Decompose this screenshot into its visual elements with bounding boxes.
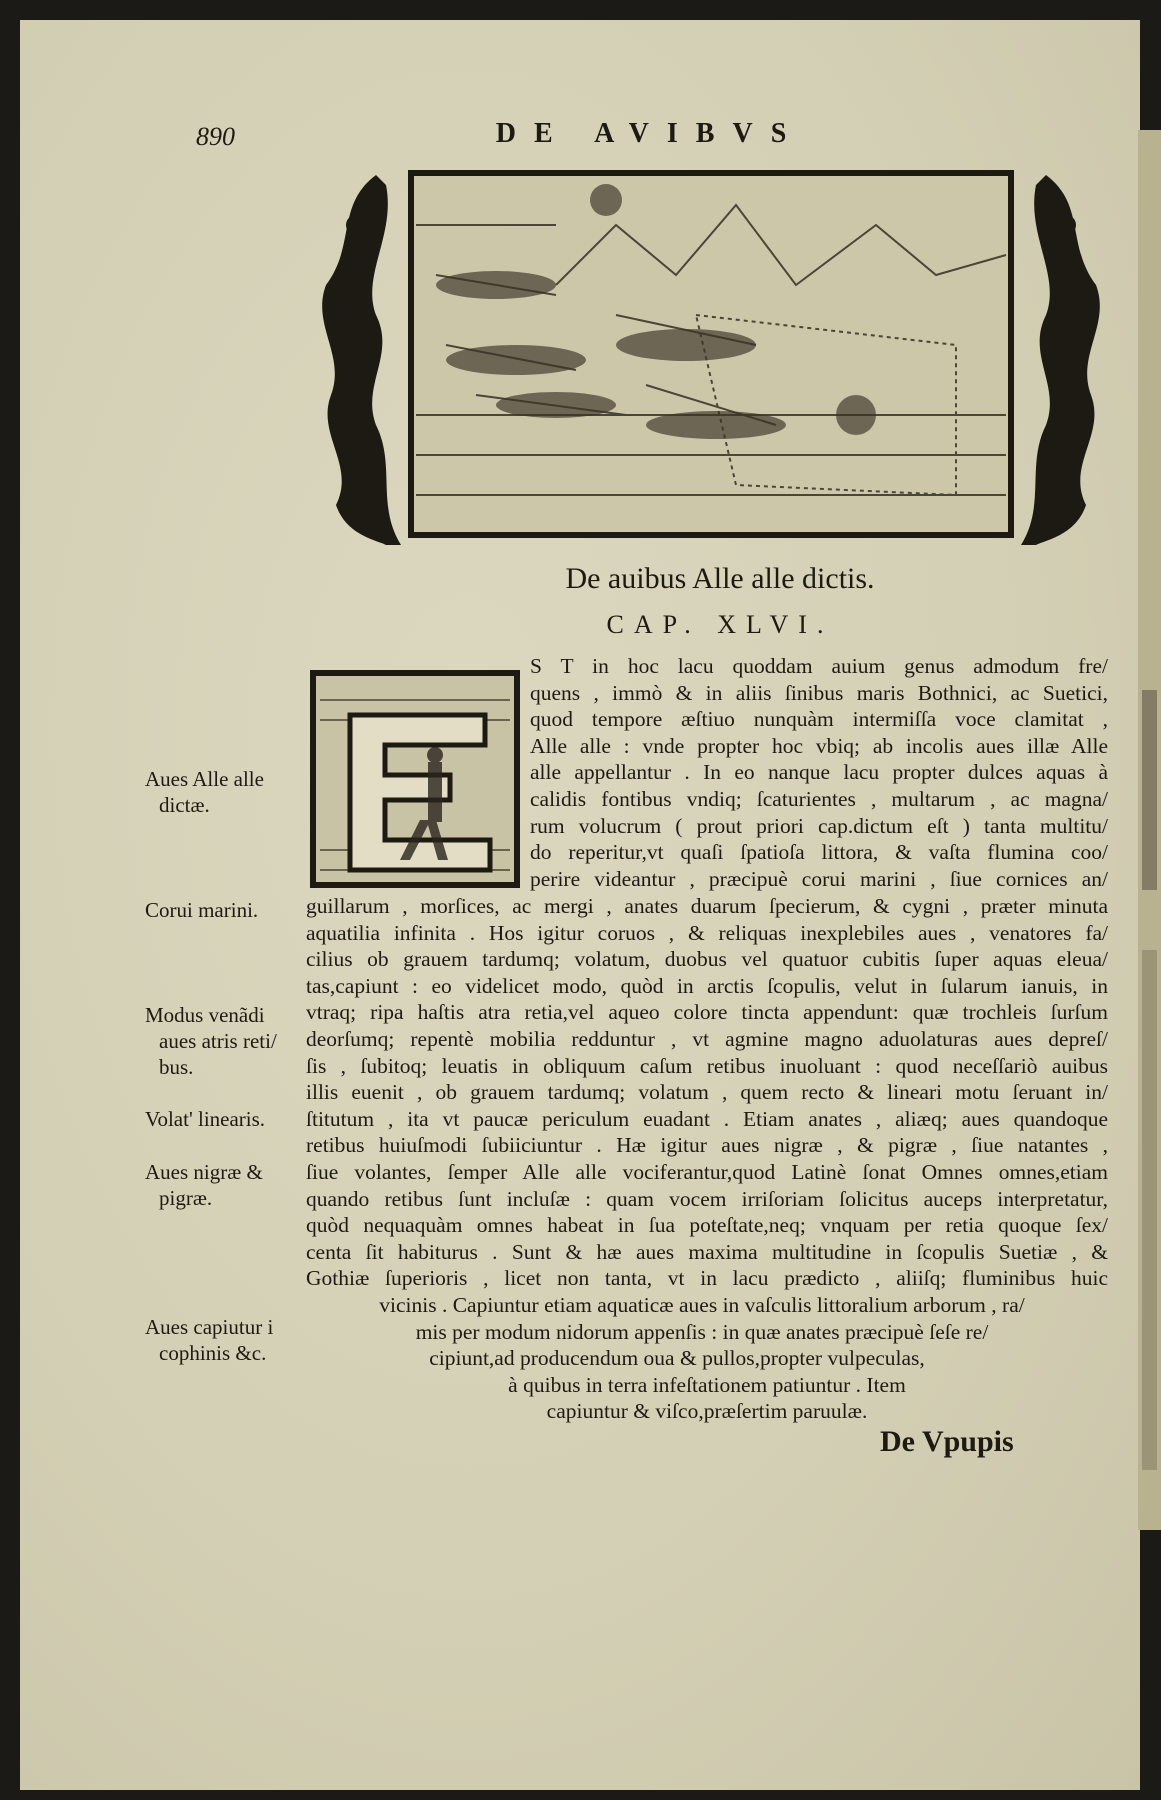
text-line: mis per modum nidorum appenſis : in quæ anates præcipuè ſeſe re/ bbox=[415, 1319, 989, 1344]
text-line: ſtitutum , ita vt paucæ periculum euadant . Etiam anates , aliæq; aues quandoque bbox=[306, 1106, 1108, 1131]
text-line: capiuntur & viſco,præſertim paruulæ. bbox=[546, 1399, 868, 1424]
text-line: calidis fontibus vndiq; ſcaturientes , multarum , ac magna/ bbox=[530, 786, 1108, 811]
text-line: illis euenit , ob grauem tardumq; volatum , quem recto & lineari motu ſeruant in/ bbox=[306, 1080, 1108, 1105]
text-line: à quibus in terra infeſtationem patiuntur . Item bbox=[508, 1372, 906, 1397]
left-ornament bbox=[322, 175, 401, 545]
marginal-note-line: Corui marini. bbox=[145, 898, 259, 922]
marginal-note bbox=[145, 1159, 300, 1211]
text-line: quòd nequaquàm omnes habeat in ſua poteſtate,neq; vnquam per retia quoque ſex/ bbox=[306, 1213, 1108, 1238]
adjacent-page-edge bbox=[1138, 130, 1161, 1530]
marginal-note-line: dictæ. bbox=[159, 793, 210, 817]
marginal-note bbox=[145, 1002, 300, 1080]
marginal-note bbox=[145, 1314, 300, 1366]
marginal-note bbox=[145, 766, 300, 818]
text-line: rum volucrum ( prout priori cap.dictum eſt ) tanta multitu/ bbox=[530, 813, 1108, 838]
text-line: tas,capiunt : eo videlicet modo, quòd in arctis ſcopulis, velut in ſularum ianuis, in bbox=[306, 973, 1108, 998]
text-line: cipiunt,ad producendum oua & pullos,propter vulpeculas, bbox=[429, 1346, 925, 1371]
text-line: do reperitur,vt quaſi ſpatioſa littora, & vaſta flumina coo/ bbox=[530, 840, 1108, 865]
text-line: aquatilia infinita . Hos igitur coruos , & reliquas inexplebiles aues , venatores fa/ bbox=[306, 920, 1108, 945]
text-line: quando retibus ſunt incluſæ : quam vocem irriſoriam ſolicitus auceps interpretatur, bbox=[306, 1186, 1108, 1211]
page-number: 890 bbox=[196, 122, 235, 151]
text-line: ſis , ſubitoq; leuatis in obliquum caſum retibus inuoluant : quod neceſſariò auibus bbox=[306, 1053, 1108, 1078]
body-text-full bbox=[306, 893, 1108, 1292]
body-text-beside-initial bbox=[530, 653, 1108, 892]
text-line: alle appellantur . In eo nanque lacu propter dulces aquas à bbox=[530, 760, 1108, 785]
text-line: cilius ob grauem tardumq; volatum, duobus vel quatuor cubitis ſuper aquas eleua/ bbox=[306, 947, 1108, 972]
marginal-note bbox=[145, 897, 300, 923]
marginal-note bbox=[145, 1106, 300, 1132]
text-line: centa ſit habiturus . Sunt & hæ aues maxima multitudine in ſcopulis Suetiæ , & bbox=[306, 1239, 1108, 1264]
text-line: guillarum , morſices, ac mergi , anates duarum ſpecierum, & cygni , præter minuta bbox=[306, 894, 1108, 918]
running-head: DE AVIBVS bbox=[495, 118, 805, 149]
woodcut-illustration bbox=[316, 165, 1106, 550]
text-line: retibus huiuſmodi ſubiiciuntur . Hæ igitur aues nigræ , & pigræ , ſiue natantes , bbox=[306, 1133, 1108, 1158]
marginal-note-line: Volat' linearis. bbox=[145, 1107, 266, 1131]
marginal-note-line: bus. bbox=[159, 1055, 194, 1079]
marginal-note-line: Aues capiutur i bbox=[145, 1315, 274, 1339]
marginal-note-line: Aues nigræ & bbox=[145, 1160, 263, 1184]
body-text-tapered bbox=[306, 1292, 1108, 1425]
text-line: ſiue volantes, ſemper Alle alle vociferantur,quod Latinè ſonat Omnes omnes,etiam bbox=[306, 1159, 1108, 1184]
text-line: quod tempore æſtiuo nunquàm intermiſſa voce clamitat , bbox=[530, 707, 1108, 732]
text-line: vicinis . Capiuntur etiam aquaticæ aues in vaſculis littoralium arborum , ra/ bbox=[379, 1293, 1025, 1317]
marginal-note-line: Aues Alle alle bbox=[145, 767, 264, 791]
chapter-number: CAP. XLVI. bbox=[606, 610, 834, 639]
text-line: S T in hoc lacu quoddam auium genus admodum fre/ bbox=[530, 654, 1108, 678]
marginal-note-line: pigræ. bbox=[159, 1186, 213, 1210]
text-line: vtraq; ripa haſtis atra retia,vel aqueo colore tincta appendunt: quæ trochleis ſurſum bbox=[306, 1000, 1108, 1025]
chapter-title: De auibus Alle alle dictis. bbox=[565, 562, 875, 595]
decorated-initial-e bbox=[310, 670, 520, 888]
text-line: Gothiæ ſuperioris , licet non tanta, vt in lacu prædicto , aliiſq; fluminibus huic bbox=[306, 1266, 1108, 1291]
catchword: De Vpupis bbox=[880, 1425, 1014, 1458]
right-ornament bbox=[1021, 175, 1100, 545]
marginal-note-line: Modus venãdi bbox=[145, 1003, 265, 1027]
marginal-note-line: aues atris reti/ bbox=[159, 1029, 277, 1053]
text-line: perire videantur , præcipuè corui marini , ſiue cornices an/ bbox=[530, 866, 1108, 891]
text-line: quens , immò & in aliis ſinibus maris Bothnici, ac Suetici, bbox=[530, 680, 1108, 705]
text-line: Alle alle : vnde propter hoc vbiq; ab incolis aues illæ Alle bbox=[530, 733, 1108, 758]
text-line: deorſumq; repentè mobilia redduntur , vt agmine magno aduolaturas aues depreſ/ bbox=[306, 1026, 1108, 1051]
marginal-note-line: cophinis &c. bbox=[159, 1341, 267, 1365]
